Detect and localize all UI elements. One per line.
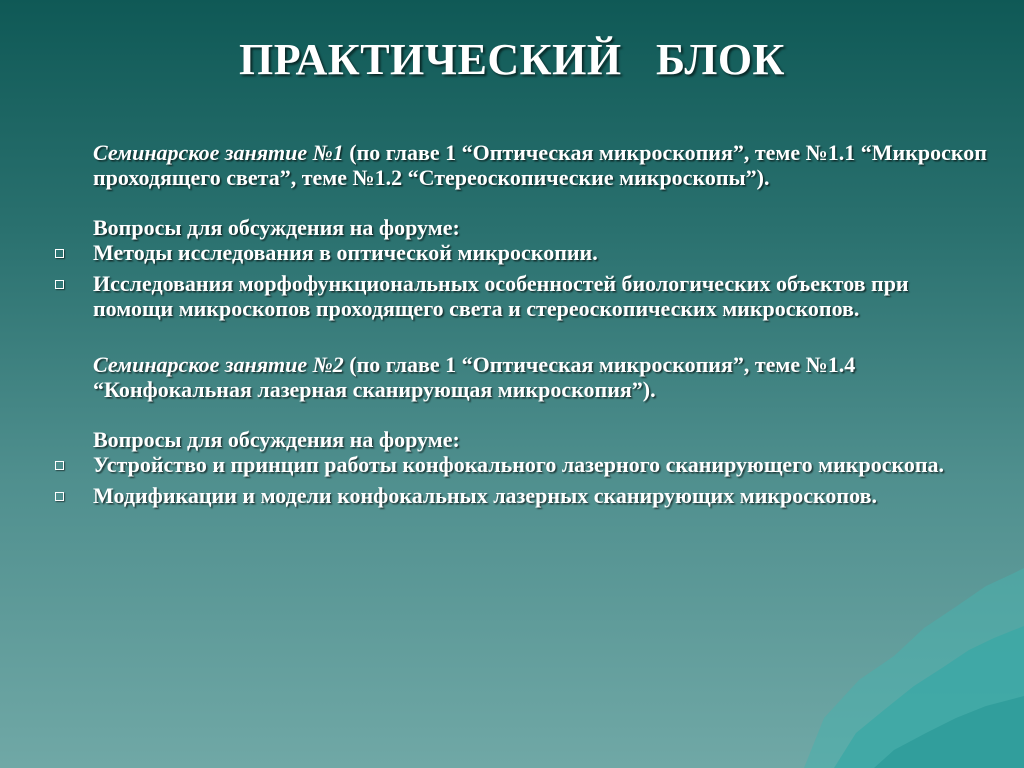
- bullet-text: Исследования морфофункциональных особенностей биологических объектов при помощи микроскопов проходящего света и стереоскопических микроскопов.: [93, 271, 909, 321]
- questions-2-heading: Вопросы для обсуждения на форуме:: [93, 427, 460, 452]
- slide-body: [93, 140, 993, 514]
- seminar-2-paragraph: [93, 352, 993, 402]
- square-bullet-icon: [55, 492, 64, 501]
- bullet-item: [93, 483, 993, 508]
- square-bullet-icon: [55, 461, 64, 470]
- bullet-text: Модификации и модели конфокальных лазерных сканирующих микроскопов.: [93, 483, 877, 508]
- seminar-2-description: (по главе 1 “Оптическая микроскопия”, теме №1.4 “Конфокальная лазерная сканирующая микроскопия”).: [93, 352, 856, 402]
- questions-1-heading: Вопросы для обсуждения на форуме:: [93, 215, 460, 240]
- bullet-item: [93, 452, 993, 477]
- bullet-item: [93, 271, 993, 321]
- bullet-text: Устройство и принцип работы конфокального лазерного сканирующего микроскопа.: [93, 452, 945, 477]
- mountain-decoration: [764, 568, 1024, 768]
- bullet-item: [93, 240, 993, 265]
- seminar-1-description: (по главе 1 “Оптическая микроскопия”, теме №1.1 “Микроскоп проходящего света”, теме №1.2 “Стереоскопические микроскопы”).: [93, 140, 987, 190]
- square-bullet-icon: [55, 249, 64, 258]
- seminar-1-name: Семинарское занятие №1: [93, 140, 344, 165]
- bullet-text: Методы исследования в оптической микроскопии.: [93, 240, 598, 265]
- square-bullet-icon: [55, 280, 64, 289]
- seminar-2-name: Семинарское занятие №2: [93, 352, 344, 377]
- seminar-1-paragraph: [93, 140, 993, 190]
- slide-title: ПРАКТИЧЕСКИЙ БЛОК: [239, 35, 785, 84]
